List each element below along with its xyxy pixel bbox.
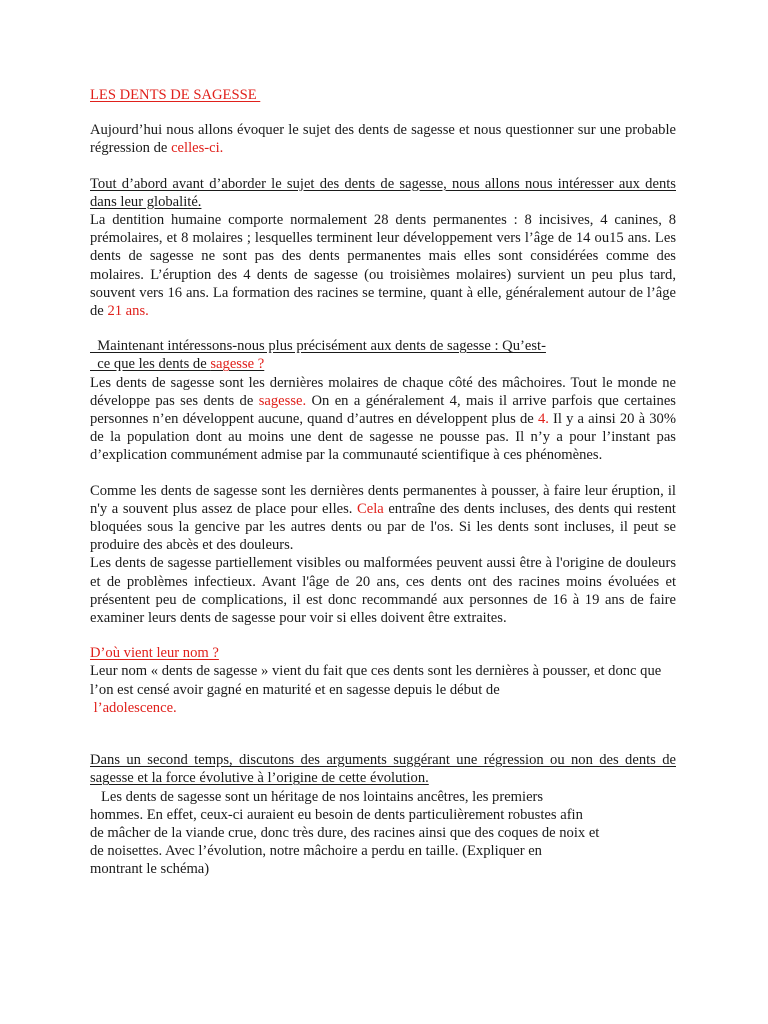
document-title: LES DENTS DE SAGESSE xyxy=(90,87,261,103)
section3-red-text: l’adolescence. xyxy=(90,699,177,716)
document-page xyxy=(90,86,676,879)
section4-line1: Les dents de sagesse sont un héritage de nos lointains ancêtres, les premiers xyxy=(90,788,544,805)
section2-paragraph2 xyxy=(90,482,676,555)
section1-body xyxy=(90,211,676,320)
section4-line2: hommes. En effet, ceux-ci auraient eu besoin de dents particulièrement robustes afin xyxy=(90,806,583,823)
section4-line3: de mâcher de la viande crue, donc très dure, des racines ainsi que des coques de noix et xyxy=(90,824,600,841)
section3-body xyxy=(90,662,676,717)
section2-para2-text-a: Comme les dents de sagesse sont les dernières dents permanentes à pousser, à faire leur éruption, il n'y a souvent plus assez de place pour elles. xyxy=(90,482,676,517)
section2-paragraph3: Les dents de sagesse partiellement visibles ou malformées peuvent aussi être à l'origine de douleurs et de problèmes infectieux. Avant l'âge de 20 ans, ces dents ont des racines moins évoluées et présentent peu de complications, il est donc recommandé aux personnes de 16 à 19 ans de faire examiner leurs dents de sagesse pour voir si elles doivent être extraites. xyxy=(90,555,676,627)
section2-para2-red: Cela xyxy=(357,500,384,517)
section2-paragraph1 xyxy=(90,374,676,465)
section4-heading: Dans un second temps, discutons des arguments suggérant une régression ou non des dents de sagesse et la force évolutive à l’origine de cette évolution. xyxy=(90,752,676,787)
section2-text-c: Il y a ainsi 20 à 30% de la population dont au moins une dent de sagesse ne pousse pas. Il n’y a pour l’instant pas d’explication communément admise par la communauté scientifique à ces phénomènes. xyxy=(90,411,676,464)
section3-text: Leur nom « dents de sagesse » vient du fait que ces dents sont les dernières à pousser, et donc que l’on est censé avoir gagné en maturité et en sagesse depuis le début de xyxy=(90,663,662,698)
section2-heading-line1: Maintenant intéressons-nous plus précisément aux dents de sagesse : Qu’est- xyxy=(90,338,546,355)
section4-line4: de noisettes. Avec l’évolution, notre mâchoire a perdu en taille. (Expliquer en xyxy=(90,843,542,860)
section2-text-b: On en a généralement 4, mais il arrive parfois que certaines personnes n’en développent aucune, quand d’autres en développent plus de xyxy=(90,392,676,428)
section2-red-2: 4. xyxy=(537,411,549,428)
section1-text: La dentition humaine comporte normalement 28 dents permanentes : 8 incisives, 4 canines, 8 prémolaires, et 8 molaires ; lesquelles terminent leur développement vers l’âge de 14 ou15 ans. Les dents de sagesse ne sont pas des dents permanentes mais elles sont considérées comme des molaires. L’éruption des 4 dents de sagesse (ou troisièmes molaires) survient un peu plus tard, souvent vers 16 ans. La formation des racines se termine, quant à elle, généralement autour de l’âge de xyxy=(90,212,676,320)
intro-red-text: celles-ci. xyxy=(171,140,224,157)
section4-line5: montrant le schéma) xyxy=(90,861,210,878)
section2-text-a: Les dents de sagesse sont les dernières molaires de chaque côté des mâchoires. Tout le monde ne développe pas ses dents de xyxy=(90,374,676,409)
section2-heading-red: sagesse ? xyxy=(210,356,265,373)
section2-para2-text-b: entraîne des dents incluses, des dents qui restent bloquées sous la gencive par les autres dents ou par de l'os. Si les dents sont incluses, il peut se produire des abcès et des douleurs. xyxy=(90,500,676,554)
intro-text: Aujourd’hui nous allons évoquer le sujet des dents de sagesse et nous questionner sur une probable régression de xyxy=(90,122,676,157)
section1-heading: Tout d’abord avant d’aborder le sujet des dents de sagesse, nous allons nous intéresser aux dents dans leur globalité. xyxy=(90,175,676,210)
section3-heading: D’où vient leur nom ? xyxy=(90,645,219,662)
section2-heading xyxy=(90,337,676,373)
section2-heading-line2: ce que les dents de xyxy=(90,356,211,373)
intro-paragraph xyxy=(90,121,676,157)
section2-red-1: sagesse. xyxy=(258,392,307,409)
section1-red-text: 21 ans. xyxy=(107,303,149,320)
section4-body xyxy=(90,788,676,879)
